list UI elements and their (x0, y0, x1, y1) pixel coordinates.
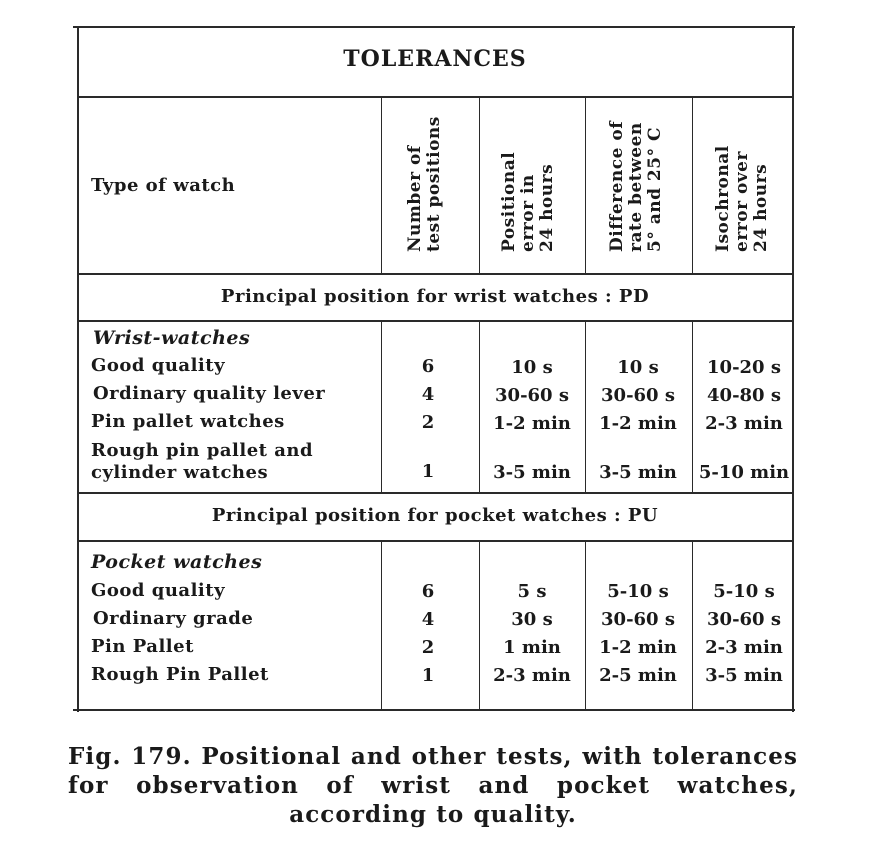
wrist-principal-divider (78, 320, 792, 322)
pocket-row-iso: 5-10 s (713, 581, 775, 602)
wrist-row-n: 4 (421, 384, 435, 405)
pocket-row-n: 4 (421, 609, 435, 630)
wrist-row-iso: 5-10 min (698, 462, 790, 483)
wrist-row-n: 6 (421, 356, 435, 377)
wrist-row-type: Ordinary quality lever (93, 383, 326, 404)
wrist-row-diff: 30-60 s (601, 385, 675, 406)
pocket-row-n: 2 (421, 637, 435, 658)
pocket-row-iso: 30-60 s (707, 609, 781, 630)
pocket-row-pos: 2-3 min (493, 665, 571, 686)
isochronal-error-header: Isochronal error over 24 hours (713, 145, 771, 252)
wrist-row-type: Good quality (91, 355, 226, 376)
wrist-principal-position: Principal position for wrist watches : PD (220, 286, 650, 307)
pocket-row-iso: 3-5 min (705, 665, 783, 686)
wrist-row-diff: 3-5 min (599, 462, 677, 483)
pocket-principal-position: Principal position for pocket watches : PU (211, 505, 659, 526)
table-title: TOLERANCES (343, 46, 527, 72)
wrist-row-pos: 3-5 min (493, 462, 571, 483)
wrist-row-iso: 2-3 min (705, 413, 783, 434)
wrist-row-n: 1 (421, 461, 435, 482)
wrist-row-type: Pin pallet watches (91, 411, 285, 432)
wrist-row-n: 2 (421, 412, 435, 433)
col-rule-4 (692, 97, 693, 273)
pocket-row-type: Ordinary grade (93, 608, 254, 629)
wrist-section-divider (78, 492, 792, 494)
wrist-row-type-line1: Rough pin pallet and (91, 440, 314, 461)
table-top-rule (73, 26, 795, 28)
wrist-row-pos: 1-2 min (493, 413, 571, 434)
pocket-watches-heading: Pocket watches (91, 551, 263, 573)
pocket-row-n: 1 (421, 665, 435, 686)
pocket-row-pos: 1 min (503, 637, 561, 658)
type-of-watch-header: Type of watch (91, 175, 236, 196)
figure-caption: Fig. 179. Positional and other tests, with tolerances for observation of wrist and pocket watches, according to quality. (68, 743, 798, 828)
pocket-row-pos: 30 s (511, 609, 553, 630)
pocket-row-n: 6 (421, 581, 435, 602)
positional-error-header: Positional error in 24 hours (499, 151, 557, 252)
pocket-row-diff: 2-5 min (599, 665, 677, 686)
pocket-row-diff: 1-2 min (599, 637, 677, 658)
title-divider (78, 96, 792, 98)
pocket-row-type: Pin Pallet (91, 636, 194, 657)
wrist-row-iso: 10-20 s (707, 357, 781, 378)
wrist-row-pos: 10 s (511, 357, 553, 378)
wrist-row-iso: 40-80 s (707, 385, 781, 406)
col-rule-3-wrist (585, 321, 586, 493)
header-divider (78, 273, 792, 275)
pocket-row-type: Good quality (91, 580, 226, 601)
wrist-row-type-line2: cylinder watches (91, 462, 269, 483)
col-rule-2-pocket (479, 541, 480, 709)
col-rule-3-pocket (585, 541, 586, 709)
col-rule-2-wrist (479, 321, 480, 493)
pocket-row-type: Rough Pin Pallet (91, 664, 269, 685)
wrist-row-diff: 1-2 min (599, 413, 677, 434)
pocket-principal-divider (78, 540, 792, 542)
pocket-row-iso: 2-3 min (705, 637, 783, 658)
rate-difference-header: Difference of rate between 5° and 25° C (607, 120, 665, 252)
col-rule-2 (479, 97, 480, 273)
col-rule-4-pocket (692, 541, 693, 709)
col-rule-3 (585, 97, 586, 273)
wrist-row-pos: 30-60 s (495, 385, 569, 406)
table-bottom-rule (73, 709, 795, 711)
col-rule-1 (381, 97, 382, 273)
test-positions-header: Number of test positions (405, 116, 444, 252)
wrist-row-diff: 10 s (617, 357, 659, 378)
pocket-row-pos: 5 s (517, 581, 547, 602)
pocket-row-diff: 30-60 s (601, 609, 675, 630)
pocket-row-diff: 5-10 s (607, 581, 669, 602)
wrist-watches-heading: Wrist-watches (93, 327, 251, 349)
col-rule-4-wrist (692, 321, 693, 493)
table-left-rule (77, 26, 79, 712)
